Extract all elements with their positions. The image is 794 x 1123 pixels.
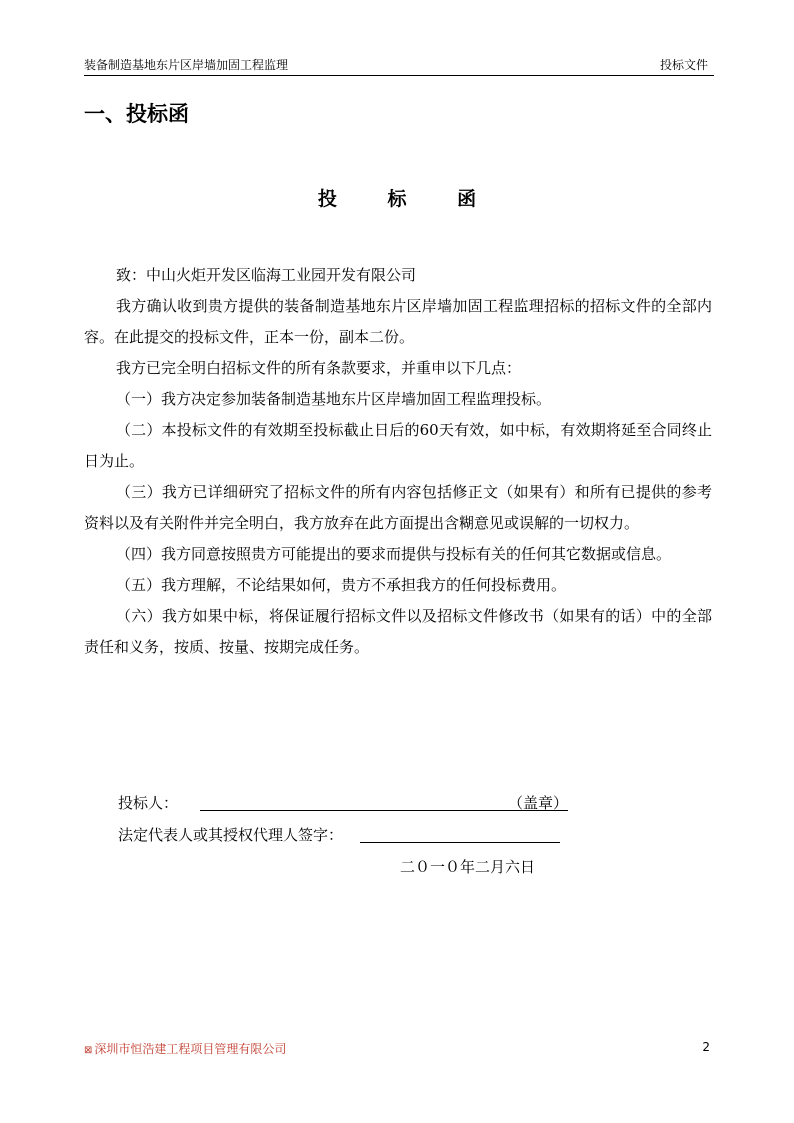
list-item: （五）我方理解，不论结果如何，贵方不承担我方的任何投标费用。 — [116, 576, 567, 594]
seal-label: （盖章） — [508, 794, 569, 812]
addressee: 致：中山火炬开发区临海工业园开发有限公司 — [116, 266, 417, 284]
document-title: 投 标 函 — [317, 188, 499, 210]
paragraph-confirmation: 我方确认收到贵方提供的装备制造基地东片区岸墙加固工程监理招标的招标文件的全部内容。在此提交的投标文件，正本一份，副本二份。 — [84, 297, 712, 346]
footer-company-name: 深圳市恒浩建工程项目管理有限公司 — [94, 1042, 287, 1056]
letter-body — [84, 260, 712, 663]
company-logo-icon: ⊠ — [84, 1045, 93, 1056]
list-item: （三）我方已详细研究了招标文件的所有内容包括修正文（如果有）和所有已提供的参考资料以及有关附件并完全明白，我方放弃在此方面提出含糊意见或误解的一切权力。 — [84, 483, 712, 532]
list-item: （四）我方同意按照贵方可能提出的要求而提供与投标有关的任何其它数据或信息。 — [116, 545, 672, 563]
bidder-label: 投标人： — [118, 794, 179, 812]
paragraph-statement: 我方已完全明白招标文件的所有条款要求，并重申以下几点： — [116, 359, 522, 377]
signing-date: 二０一０年二月六日 — [400, 858, 536, 876]
list-item: （一）我方决定参加装备制造基地东片区岸墙加固工程监理投标。 — [116, 390, 552, 408]
page-header — [84, 55, 714, 76]
footer-company — [84, 1040, 286, 1057]
page-number: 2 — [702, 1040, 710, 1054]
section-heading: 一、投标函 — [84, 101, 189, 126]
page-footer — [84, 1040, 714, 1060]
representative-signature-line — [360, 842, 560, 843]
header-doc-type: 投标文件 — [659, 58, 708, 72]
list-item: （六）我方如果中标，将保证履行招标文件以及招标文件修改书（如果有的话）中的全部责任和义务，按质、按量、按期完成任务。 — [84, 607, 712, 656]
list-item: （二）本投标文件的有效期至投标截止日后的60天有效，如中标，有效期将延至合同终止日为止。 — [84, 421, 712, 470]
header-project-name: 装备制造基地东片区岸墙加固工程监理 — [84, 58, 289, 72]
representative-label: 法定代表人或其授权代理人签字： — [118, 826, 344, 844]
